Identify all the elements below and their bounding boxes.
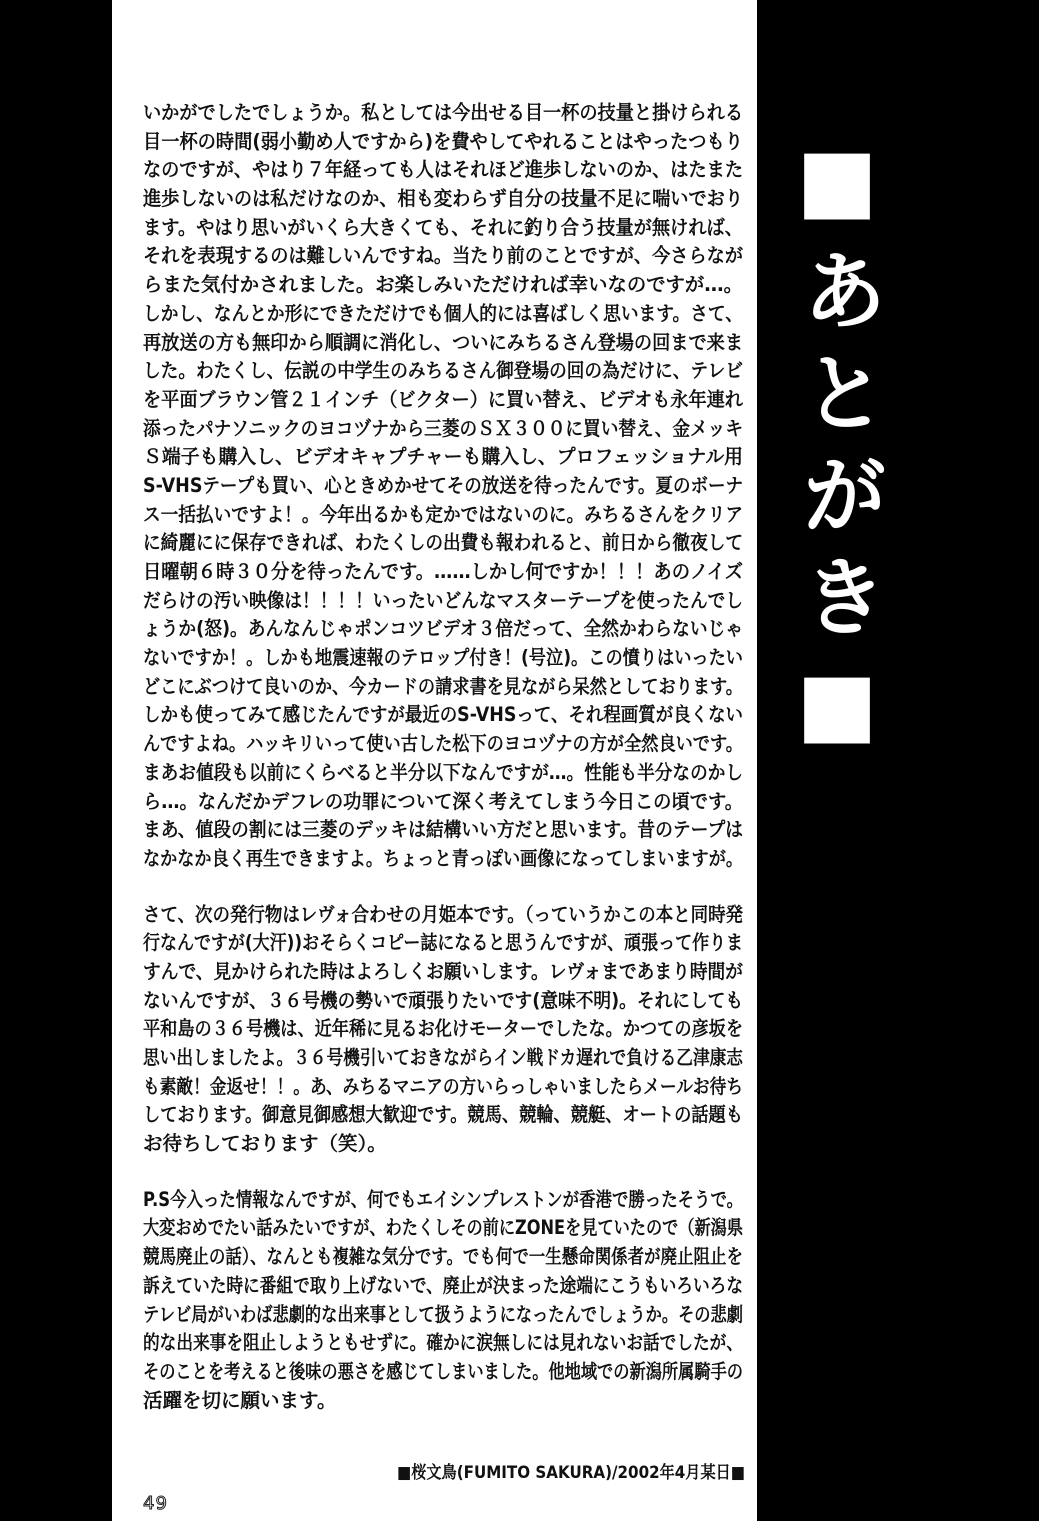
text-line: 思い出しましたよ。３６号機引いておきながらイン戦ドカ遅れで負ける乙津康志 bbox=[143, 1046, 743, 1069]
text-line-row bbox=[143, 1015, 743, 1044]
text-line-row bbox=[143, 845, 743, 874]
text-line: ス一括払いですよ！。今年出るかも定かではないのに。みちるさんをクリア bbox=[143, 502, 744, 526]
text-line-row bbox=[143, 472, 743, 501]
text-line-row bbox=[143, 1387, 743, 1416]
paragraph-gap bbox=[143, 1159, 743, 1186]
text-line: お待ちしております（笑）。 bbox=[143, 1132, 387, 1156]
text-line-row bbox=[143, 501, 743, 530]
page-title: ■あとがき■ bbox=[787, 130, 887, 770]
text-line: P.S今入った情報なんですが、何でもエイシンプレストンが香港で勝ったそうで。 bbox=[143, 1187, 744, 1211]
text-line-row bbox=[143, 1044, 743, 1073]
text-line-row bbox=[143, 1214, 743, 1243]
paragraph bbox=[143, 1186, 743, 1416]
text-line-row bbox=[143, 99, 743, 128]
text-line-row bbox=[143, 128, 743, 157]
text-line: 行なんですが(大汗))おそらくコピー誌になると思うんですが、頑張って作りま bbox=[143, 931, 744, 955]
text-line: Ｓ端子も購入し、ビデオキャプチャーも購入し、プロフェッショナル用 bbox=[143, 445, 744, 469]
text-line-row bbox=[143, 816, 743, 845]
text-line: んですよね。ハッキリいって使い古した松下のヨコヅナの方が全然良いです。 bbox=[143, 732, 743, 756]
text-line: ないですか！。しかも地震速報のテロップ付き！(号泣)。この憤りはいったい bbox=[143, 646, 744, 670]
text-line: しかも使ってみて感じたんですが最近のS-VHSって、それ程画質が良くない bbox=[143, 703, 743, 727]
text-line-row bbox=[143, 1130, 743, 1159]
text-line-row bbox=[143, 1186, 743, 1215]
text-line: どこにぶつけて良いのか、今カードの請求書を見ながら呆然としております。 bbox=[143, 674, 743, 698]
text-line-row bbox=[143, 759, 743, 788]
text-line: しております。御意見御感想大歓迎です。競馬、競輪、競艇、オートの話題も bbox=[143, 1103, 743, 1127]
text-line-row bbox=[143, 788, 743, 817]
text-line: なかなか良く再生できますよ。ちょっと青っぽい画像になってしまいますが。 bbox=[143, 846, 743, 870]
left-margin-strip bbox=[0, 0, 112, 1521]
text-line: した。わたくし、伝説の中学生のみちるさん御登場の回の為だけに、テレビ bbox=[143, 359, 744, 383]
text-line: らまた気付かされました。お楽しみいただければ幸いなのですが…。 bbox=[143, 273, 743, 297]
text-line-row bbox=[143, 958, 743, 987]
text-line: 平和島の３６号機は、近年稀に見るお化けモーターでしたな。かつての彦坂を bbox=[143, 1017, 743, 1041]
text-line: 的な出来事を阻止しようともせずに。確かに涙無しには見れないお話でしたが、 bbox=[143, 1331, 744, 1355]
text-line: しかし、なんとか形にできただけでも個人的には喜ばしく思います。さて、 bbox=[143, 301, 743, 325]
text-line-row bbox=[143, 386, 743, 415]
text-line: ら…。なんだかデフレの功罪について深く考えてしまう今日この頃です。 bbox=[143, 789, 744, 813]
text-line: S-VHSテープも買い、心ときめかせてその放送を待ったんです。夏のボーナ bbox=[143, 473, 743, 497]
text-line-row bbox=[143, 271, 743, 300]
text-line-row bbox=[143, 1101, 743, 1130]
text-line-row bbox=[143, 1073, 743, 1102]
text-line-row bbox=[143, 558, 743, 587]
text-line-row bbox=[143, 644, 743, 673]
text-line-row bbox=[143, 1329, 743, 1358]
text-line: ょうか(怒)。あんなんじゃポンコツビデオ３倍だって、全然かわらないじゃ bbox=[143, 617, 743, 641]
text-line: まあ、値段の割には三菱のデッキは結構いい方だと思います。昔のテープは bbox=[143, 818, 744, 842]
text-line-row bbox=[143, 443, 743, 472]
text-line: 活躍を切に願います。 bbox=[143, 1388, 337, 1412]
text-line-row bbox=[143, 300, 743, 329]
text-line: そのことを考えると後味の悪さを感じてしまいました。他地域での新潟所属騎手の bbox=[143, 1359, 744, 1383]
text-line: 大変おめでたい話みたいですが、わたくしその前にZONEを見ていたので（新潟県 bbox=[143, 1216, 744, 1240]
author-signature: ■桜文鳥(FUMITO SAKURA)/2002年4月某日■ bbox=[397, 1463, 746, 1483]
text-line-row bbox=[143, 615, 743, 644]
afterword-body bbox=[143, 99, 743, 1415]
text-line: ます。やはり思いがいくら大きくても、それに釣り合う技量が無ければ、 bbox=[143, 215, 743, 239]
paragraph bbox=[143, 99, 743, 874]
text-line: それを表現するのは難しいんですね。当たり前のことですが、今さらなが bbox=[143, 244, 744, 268]
text-line-row bbox=[143, 357, 743, 386]
text-line: も素敵！金返せ！！。あ、みちるマニアの方いらっしゃいましたらメールお待ち bbox=[143, 1074, 743, 1098]
text-line: いかがでしたでしょうか。私としては今出せる目一杯の技量と掛けられる bbox=[143, 101, 744, 124]
text-line: だらけの汚い映像は！！！！いったいどんなマスターテープを使ったんでし bbox=[143, 588, 743, 612]
text-line: 進歩しないのは私だけなのか、相も変わらず自分の技量不足に喘いでおり bbox=[143, 187, 744, 211]
text-line-row bbox=[143, 185, 743, 214]
text-line-row bbox=[143, 1301, 743, 1330]
text-line: なのですが、やはり７年経っても人はそれほど進歩しないのか、はたまた bbox=[143, 158, 744, 182]
text-line-row bbox=[143, 730, 743, 759]
text-line-row bbox=[143, 415, 743, 444]
text-line: 添ったパナソニックのヨコヅナから三菱のＳＸ３００に買い替え、金メッキ bbox=[143, 416, 743, 440]
text-line-row bbox=[143, 929, 743, 958]
paragraph bbox=[143, 901, 743, 1159]
text-line: を平面ブラウン管２１インチ（ビクター）に買い替え、ビデオも永年連れ bbox=[143, 387, 743, 411]
text-line-row bbox=[143, 901, 743, 930]
text-line: 訴えていた時に番組で取り上げないで、廃止が決まった途端にこうもいろいろな bbox=[143, 1273, 744, 1297]
text-line: ないんですが、３６号機の勢いで頑張りたいです(意味不明)。それにしても bbox=[143, 988, 744, 1012]
text-line: さて、次の発行物はレヴォ合わせの月姫本です。（っていうかこの本と同時発 bbox=[143, 902, 744, 926]
text-line-row bbox=[143, 1272, 743, 1301]
text-line-row bbox=[143, 214, 743, 243]
text-line-row bbox=[143, 587, 743, 616]
paragraph-gap bbox=[143, 874, 743, 901]
text-line: 再放送の方も無印から順調に消化し、ついにみちるさん登場の回まで来ま bbox=[143, 330, 744, 354]
text-line: 競馬廃止の話）、なんとも複雑な気分です。でも何で一生懸命関係者が廃止阻止を bbox=[143, 1245, 743, 1269]
text-line-row bbox=[143, 1358, 743, 1387]
page-number: 49 bbox=[143, 1493, 168, 1514]
text-line-row bbox=[143, 1243, 743, 1272]
text-line-row bbox=[143, 242, 743, 271]
text-line: まあお値段も以前にくらべると半分以下なんですが…。性能も半分なのかし bbox=[143, 760, 744, 784]
text-line-row bbox=[143, 673, 743, 702]
text-line: 目一杯の時間(弱小勤め人ですから)を費やしてやれることはやったつもり bbox=[143, 129, 743, 153]
text-line: に綺麗にに保存できれば、わたくしの出費も報われると、前日から徹夜して bbox=[143, 531, 744, 555]
text-line: すんで、見かけられた時はよろしくお願いします。レヴォまであまり時間が bbox=[143, 959, 743, 983]
text-line-row bbox=[143, 329, 743, 358]
text-line-row bbox=[143, 529, 743, 558]
text-line-row bbox=[143, 701, 743, 730]
text-line: 日曜朝６時３０分を待ったんです。……しかし何ですか！！！あのノイズ bbox=[143, 560, 743, 583]
text-line-row bbox=[143, 987, 743, 1016]
text-line: テレビ局がいわば悲劇的な出来事として扱うようになったんでしょうか。その悲劇 bbox=[143, 1302, 743, 1326]
text-line-row bbox=[143, 156, 743, 185]
